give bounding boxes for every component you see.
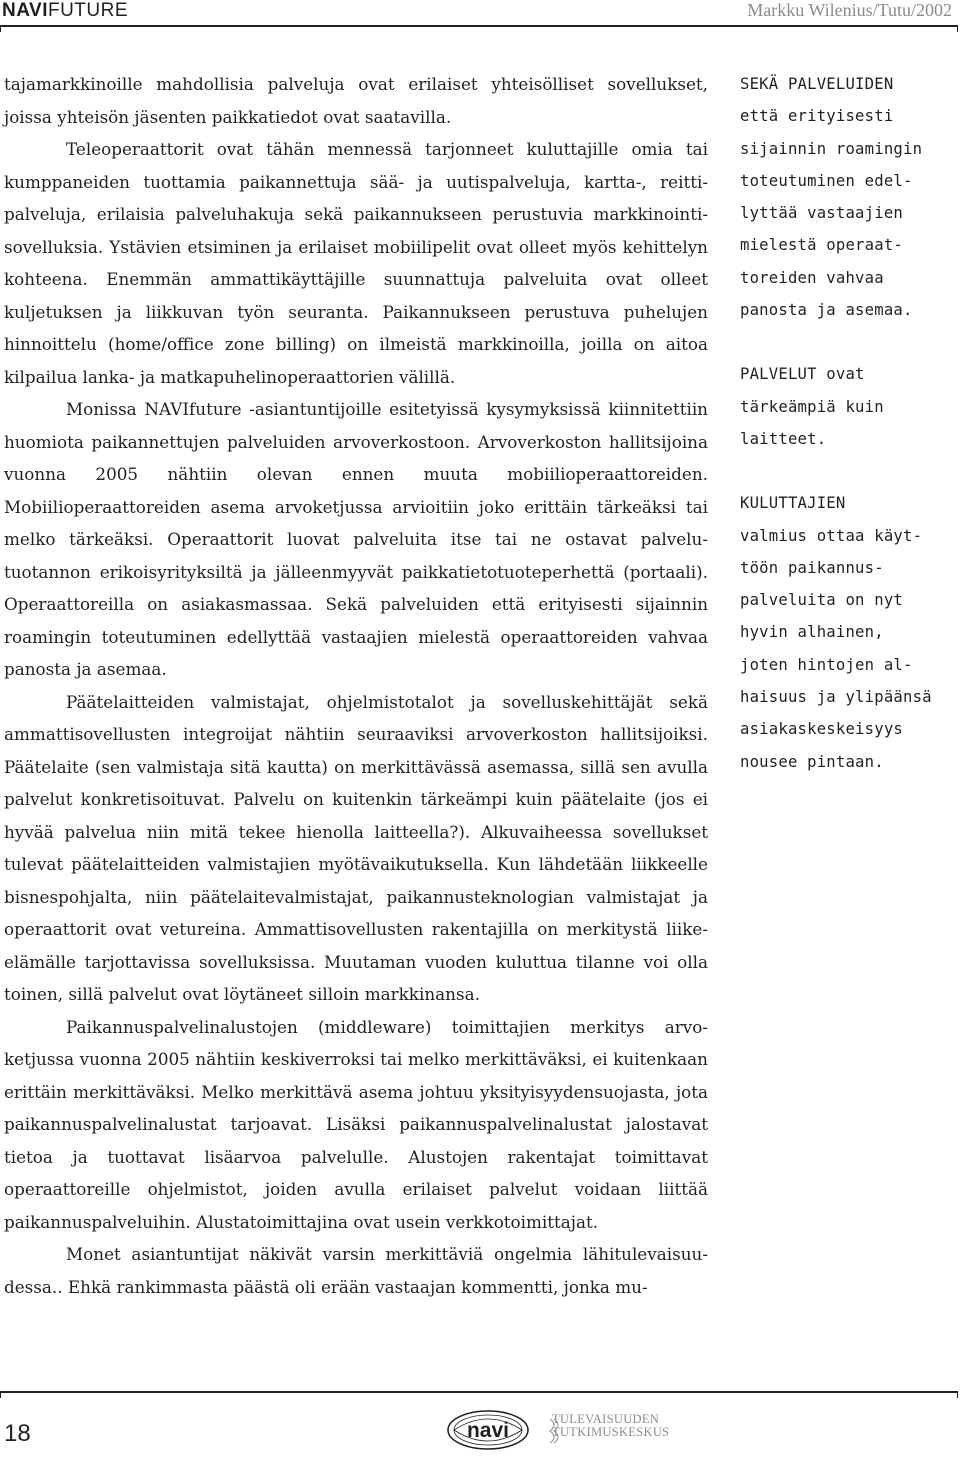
pull-quote-1: [740, 68, 958, 326]
pull-quote-3: [740, 487, 958, 778]
brand-wordmark: [2, 0, 128, 22]
pull-quote-line: töön paikannus-: [740, 558, 884, 577]
footer-rule: [0, 1391, 958, 1393]
pull-quote-line: nousee pintaan.: [740, 752, 884, 771]
pull-quote-line: mielestä operaat-: [740, 236, 903, 255]
pull-quote-line: valmius ottaa käyt-: [740, 526, 923, 545]
header-rule-tick-right: [957, 25, 958, 32]
author-credit: Markku Wilenius/Tutu/2002: [747, 0, 952, 20]
pull-quote-line: palveluita on nyt: [740, 591, 903, 610]
header-rule: [0, 25, 958, 27]
pull-quote-line: lyttää vastaajien: [740, 204, 903, 223]
navi-logo-icon: [444, 1408, 532, 1452]
paragraph-2: Teleoperaattorit ovat tähän mennessä tarjonneet kuluttajille omia tai kumppaneiden tuottamia paikannettuja sää- ja uutispalveluja, kartta-, reittipalveluja, erilaisia palveluhakuja sekä paikannukseen perustuvia markkinointisovelluksia. Ystävien etsiminen ja erilaiset mobiilipelit ovat olleet myös kehittelyn kohteena. Enemmän ammattikäyttäjille suunnattuja palveluita ovat olleet kuljetuksen ja liikkuvan työn seuranta. Paikannukseen perustuva puhelujen hinnoittelu (home/office zone billing) on ilmeistä markkinoilla, joilla on aitoa kilpailua lanka- ja matkapuhelinoperaattorien välillä.: [4, 139, 708, 387]
paragraph-5: Paikannuspalvelinalustojen (middleware) toimittajien merkitys arvoketjussa vuonna 2005 nähtiin keskiverroksi tai melko merkittäväksi, ei kuitenkaan erittäin merkittäväksi. Melko merkittävä asema johtuu yksityisyydensuojasta, jota paikannuspalvelinalustat tarjoavat. Lisäksi paikannuspalvelinalustat jalostavat tietoa ja tuottavat lisäarvoa palvelulle. Alustojen rakentajat toimittavat operaattoreille ohjelmistot, joiden avulla erilaiset palvelut voidaan liittää paikannuspalveluihin. Alustatoimittajina ovat usein verkkotoimittajat.: [4, 1016, 708, 1232]
navi-logo-text: navi: [466, 1419, 510, 1442]
pull-quote-line: toteutuminen edel-: [740, 171, 913, 190]
tutu-logo-line1: TULEVAISUUDEN: [552, 1412, 660, 1426]
article-body: [4, 68, 708, 1303]
pull-quote-line: KULUTTAJIEN: [740, 494, 846, 513]
brand-light: FUTURE: [47, 0, 129, 21]
paragraph-6: Monet asiantuntijat näkivät varsin merkittäviä ongelmia lähitulevaisuudessa.. Ehkä rankimmasta päästä oli erään vastaajan kommentti, jonka mu-: [4, 1244, 708, 1297]
page-header: [0, 0, 960, 40]
brand-bold: NAVI: [2, 0, 48, 21]
pull-quote-line: sijainnin roamingin: [740, 139, 923, 158]
pull-quote-line: tärkeämpiä kuin: [740, 397, 884, 416]
pull-quote-line: toreiden vahvaa: [740, 268, 884, 287]
tutu-logo-line2: TUTKIMUSKESKUS: [552, 1425, 670, 1439]
pull-quote-line: PALVELUT ovat: [740, 365, 865, 384]
pull-quote-line: haisuus ja ylipäänsä: [740, 688, 932, 707]
paragraph-3: Monissa NAVIfuture -asiantuntijoille esitetyissä kysymyksissä kiinnitettiin huomiota paikannettujen palveluiden arvoverkostoon. Arvoverkoston hallitsijoina vuonna 2005 nähtiin olevan ennen muuta mobiilioperaattoreiden. Mobiilioperaattoreiden asema arvoketjussa arvioitiin joko erittäin tärkeäksi tai melko tärkeäksi. Operaattorit luovat palveluita itse tai ne ostavat palvelutuotannon erikoisyrityksiltä ja jälleenmyyvät paikkatietotuoteperhettä (portaali). Operaattoreilla on asiakasmassaa. Sekä palveluiden että erityisesti sijainnin roamingin toteutuminen edellyttää vastaajien mielestä operaattoreiden vahvaa panosta ja asemaa.: [4, 399, 708, 679]
pull-quote-line: joten hintojen al-: [740, 655, 913, 674]
header-rule-tick-left: [0, 25, 1, 32]
pull-quote-line: että erityisesti: [740, 107, 894, 126]
pull-quote-line: hyvin alhainen,: [740, 623, 884, 642]
footer-rule-tick-left: [0, 1391, 1, 1398]
pull-quotes: [740, 68, 958, 810]
tutu-logo: [552, 1412, 670, 1449]
navi-logo: [444, 1408, 532, 1452]
pull-quote-line: asiakaskeskeisyys: [740, 720, 903, 739]
pull-quote-line: panosta ja asemaa.: [740, 301, 913, 320]
page-number: 18: [4, 1420, 31, 1447]
tutu-wave-icon: [548, 1415, 568, 1447]
paragraph-4: Päätelaitteiden valmistajat, ohjelmistotalot ja sovelluskehittäjät sekä ammattisovellusten integroijat nähtiin seuraaviksi arvoverkoston hallitsijoiksi. Päätelaite (sen valmistaja sitä kautta) on merkittävässä asemassa, sillä sen avulla palvelut konkretisoituvat. Palvelu on kuitenkin tärkeämpi kuin päätelaite (jos ei hyvää palvelua niin mitä tekee hienolla laitteella?). Alkuvaiheessa sovellukset tulevat päätelaitteiden valmistajien myötävaikutuksella. Kun lähdetään liikkeelle bisnespohjalta, niin päätelaitevalmistajat, paikannusteknologian valmistajat ja operaattorit ovat vetureina. Ammattisovellusten rakentajilla on merkitystä liike-elämälle tarjottavissa sovelluksissa. Muutaman vuoden kuluttua tilanne voi olla toinen, sillä palvelut ovat löytäneet silloin markkinansa.: [4, 691, 708, 1004]
pull-quote-2: [740, 358, 958, 455]
paragraph-1: tajamarkkinoille mahdollisia palveluja ovat erilaiset yhteisölliset sovellukset, joissa yhteisön jäsenten paikkatiedot ovat saatavilla.: [4, 74, 708, 127]
pull-quote-line: laitteet.: [740, 429, 827, 448]
pull-quote-line: SEKÄ PALVELUIDEN: [740, 75, 894, 93]
footer-rule-tick-right: [957, 1391, 958, 1398]
